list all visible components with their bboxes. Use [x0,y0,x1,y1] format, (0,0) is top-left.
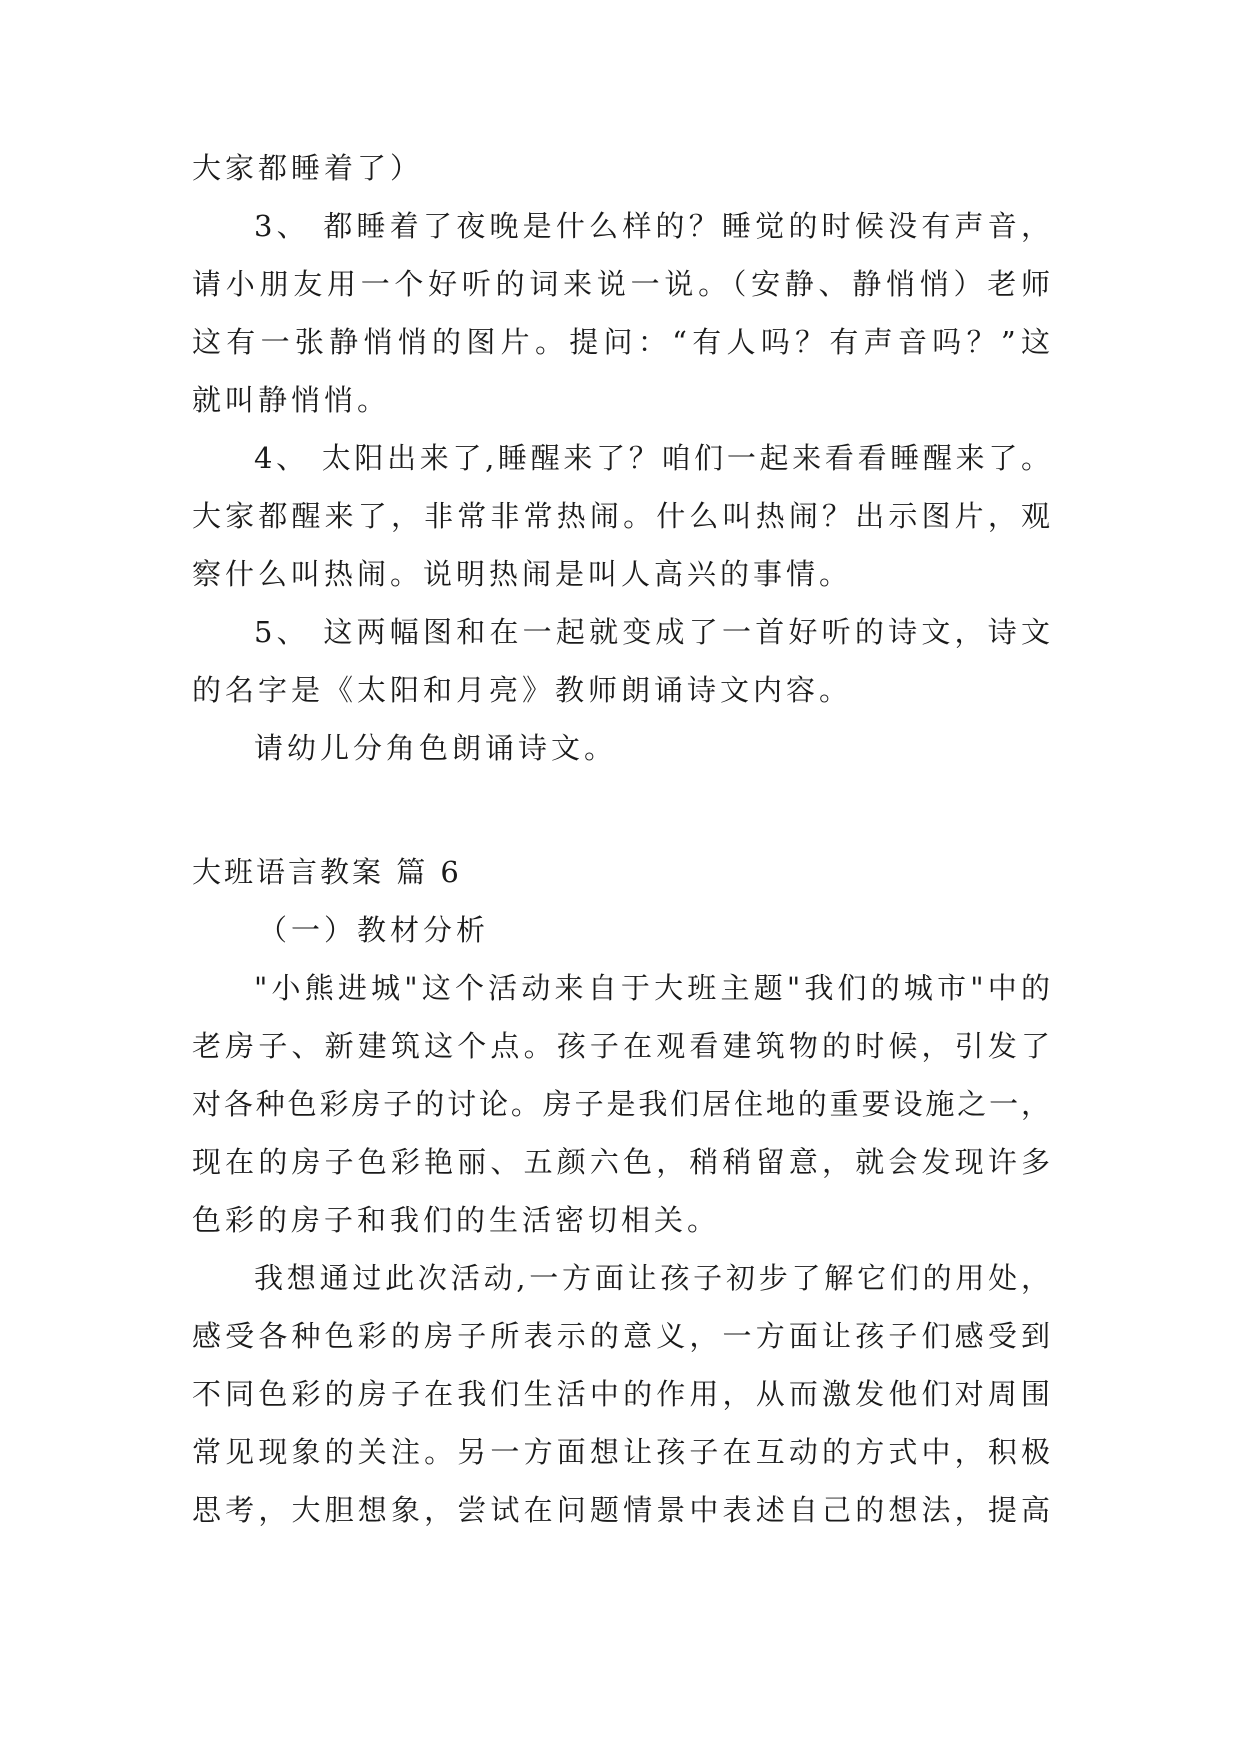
paragraph-line: "小熊进城"这个活动来自于大班主题"我们的城市"中的 [254,971,1050,1005]
paragraph-line: 老房子、新建筑这个点。孩子在观看建筑物的时候，引发了 [192,1029,1050,1063]
paragraph-line: 大家都睡着了） [192,151,424,185]
paragraph-line: 请幼儿分角色朗诵诗文。 [254,731,618,765]
subsection-heading: （一）教材分析 [258,913,490,947]
paragraph-line: 这有一张静悄悄的图片。提问：“有人吗？有声音吗？”这 [192,325,1050,359]
paragraph-line: 请小朋友用一个好听的词来说一说。（安静、静悄悄）老师 [192,267,1050,301]
paragraph-line: 对各种色彩房子的讨论。房子是我们居住地的重要设施之一， [192,1087,1050,1121]
paragraph-line: 我想通过此次活动,一方面让孩子初步了解它们的用处， [254,1261,1050,1295]
paragraph-line: 大家都醒来了，非常非常热闹。什么叫热闹？出示图片，观 [192,499,1050,533]
list-item-4-line: 4、 太阳出来了,睡醒来了？咱们一起来看看睡醒来了。 [254,441,1050,475]
paragraph-line: 就叫静悄悄。 [192,383,391,417]
paragraph-line: 思考，大胆想象，尝试在问题情景中表述自己的想法，提高 [192,1493,1050,1527]
paragraph-line: 察什么叫热闹。说明热闹是叫人高兴的事情。 [192,557,853,591]
list-item-5-line: 5、 这两幅图和在一起就变成了一首好听的诗文，诗文 [254,615,1050,649]
paragraph-line: 不同色彩的房子在我们生活中的作用，从而激发他们对周围 [192,1377,1050,1411]
paragraph-line: 的名字是《太阳和月亮》教师朗诵诗文内容。 [192,673,853,707]
paragraph-line: 色彩的房子和我们的生活密切相关。 [192,1203,721,1237]
paragraph-line: 现在的房子色彩艳丽、五颜六色，稍稍留意，就会发现许多 [192,1145,1050,1179]
paragraph-line: 感受各种色彩的房子所表示的意义，一方面让孩子们感受到 [192,1319,1050,1353]
section-heading: 大班语言教案 篇 6 [192,855,462,889]
list-item-3-line: 3、 都睡着了夜晚是什么样的？睡觉的时候没有声音， [254,209,1050,243]
paragraph-line: 常见现象的关注。另一方面想让孩子在互动的方式中，积极 [192,1435,1050,1469]
